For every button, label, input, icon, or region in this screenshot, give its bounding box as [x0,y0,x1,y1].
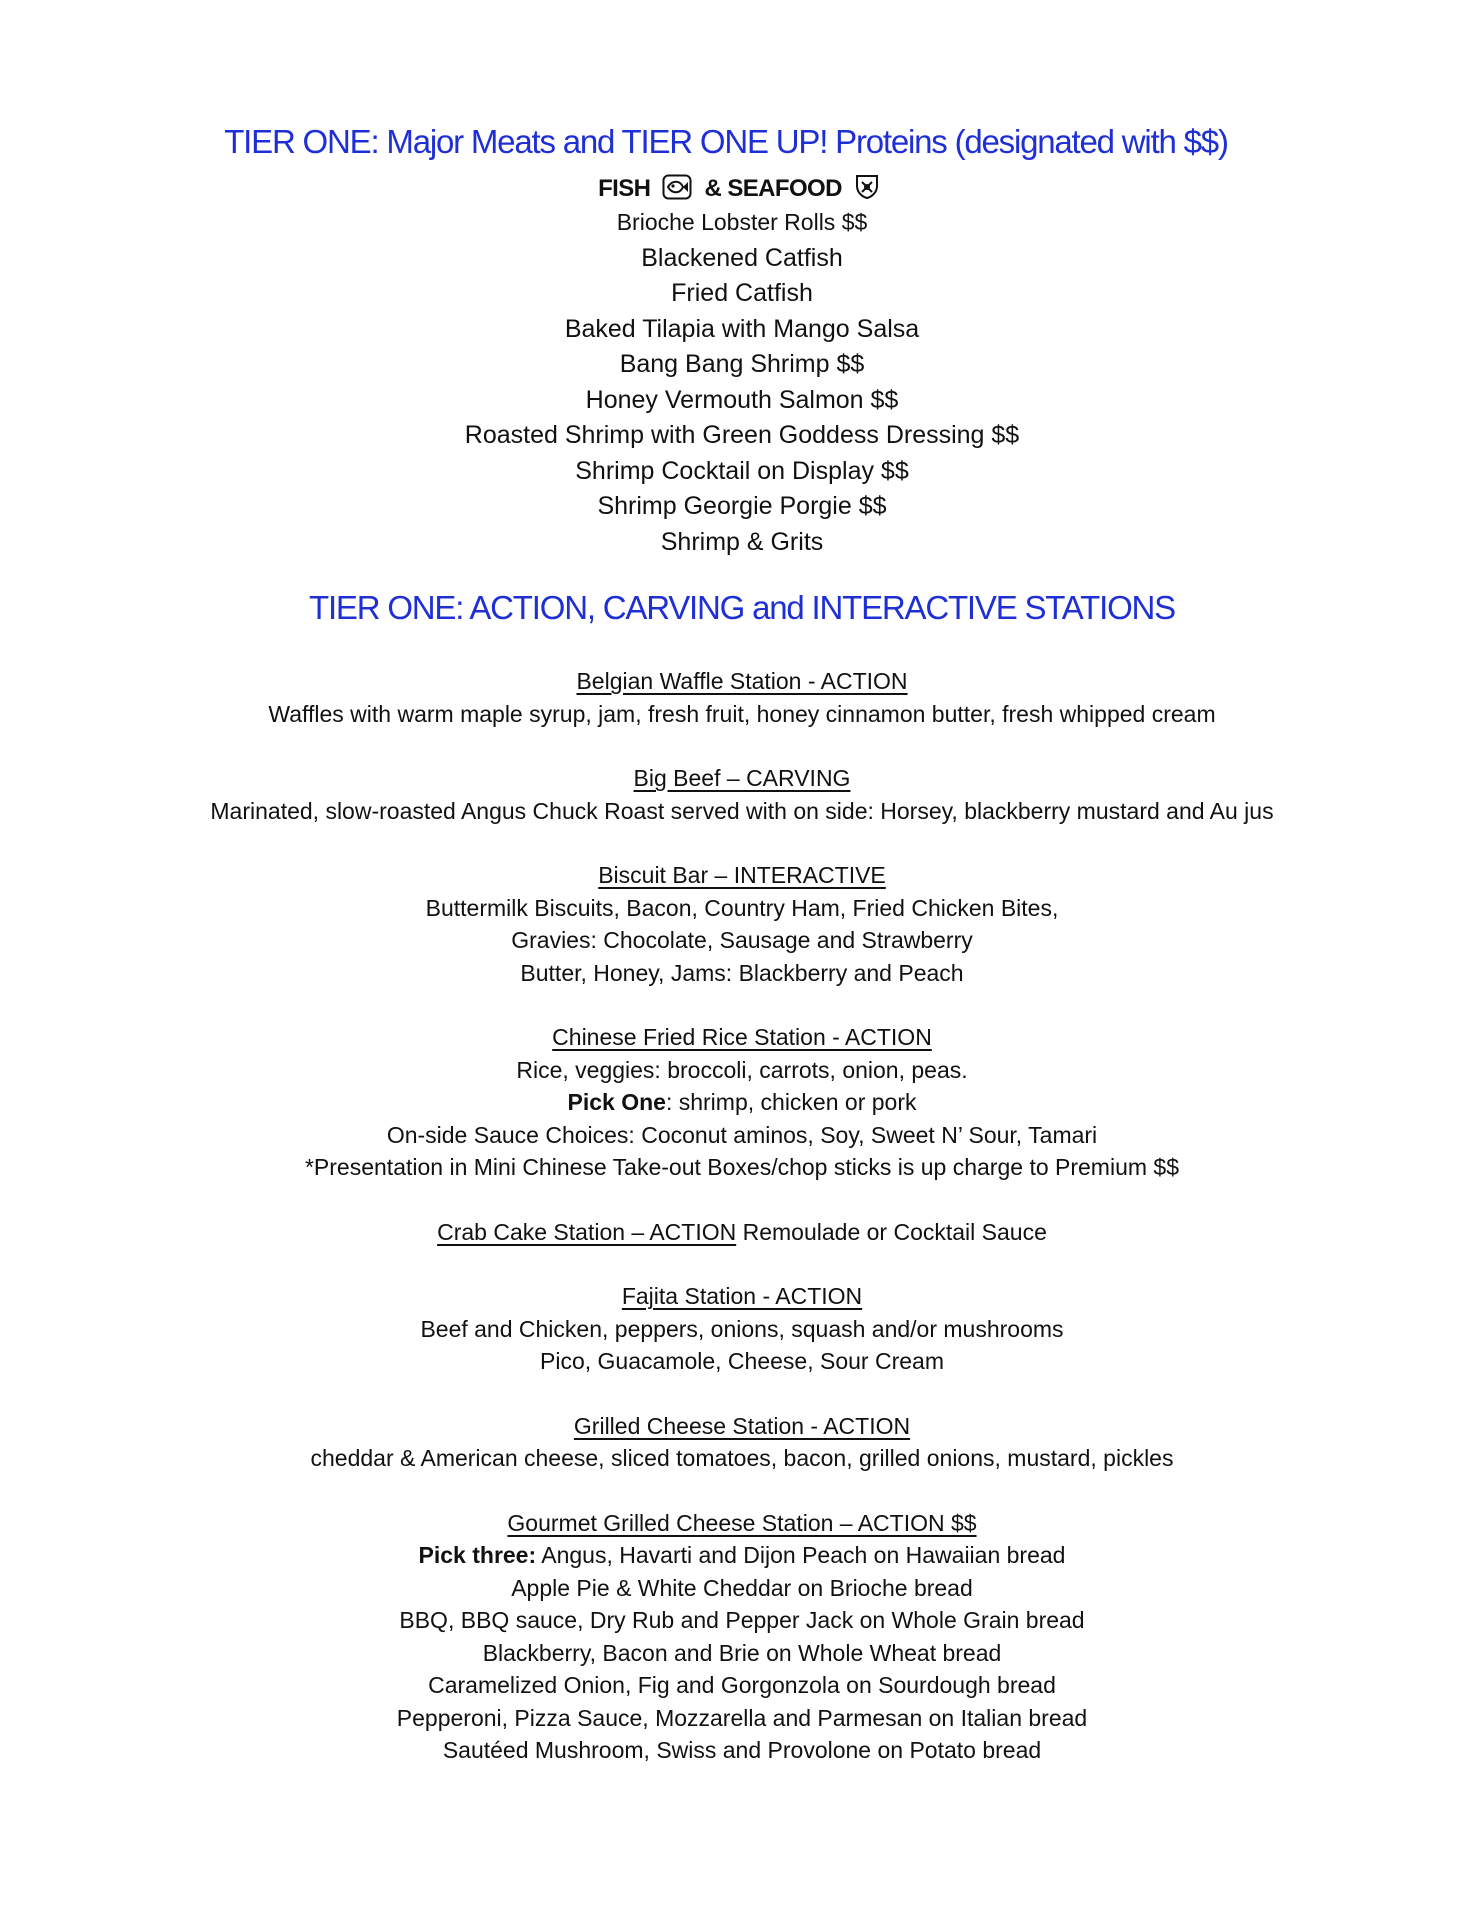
list-item: Brioche Lobster Rolls $$ [616,209,868,235]
station-description: Rice, veggies: broccoli, carrots, onion, peas. [516,1056,968,1083]
pick-label: Pick three: [418,1542,537,1568]
station-description: BBQ, BBQ sauce, Dry Rub and Pepper Jack on Whole Grain bread [399,1607,1085,1633]
station-description: Apple Pie & White Cheddar on Brioche bread [511,1574,973,1601]
station-pick-line [0,1086,1484,1119]
seafood-icon [854,172,880,209]
list-item: Blackened Catfish [641,243,843,272]
station-title: Biscuit Bar – INTERACTIVE [598,862,886,888]
station-note: *Presentation in Mini Chinese Take-out Boxes/chop sticks is up charge to Premium $$ [304,1154,1179,1180]
list-item: Shrimp Cocktail on Display $$ [575,456,909,485]
subheading-fish-seafood [0,172,1484,209]
station-title: Big Beef – CARVING [633,765,851,791]
heading-tier-one-stations: TIER ONE: ACTION, CARVING and INTERACTIVE STATIONS [309,589,1175,626]
station-description: Butter, Honey, Jams: Blackberry and Peach [520,959,964,986]
subheading-fish-label: FISH [598,175,651,202]
station-crab-cake [0,1216,1484,1249]
station-description: Buttermilk Biscuits, Bacon, Country Ham, Fried Chicken Bites, [425,894,1059,921]
pick-label: Pick One [567,1089,666,1115]
list-item: Shrimp Georgie Porgie $$ [597,492,887,520]
station-biscuit-bar [0,859,1484,989]
station-chinese-fried-rice [0,1021,1484,1184]
pick-text: : shrimp, chicken or pork [665,1089,917,1115]
heading-tier-one-proteins: TIER ONE: Major Meats and TIER ONE UP! Proteins (designated with $$) [224,123,1228,160]
station-description: On-side Sauce Choices: Coconut aminos, Soy, Sweet N’ Sour, Tamari [386,1121,1098,1148]
list-item: Shrimp & Grits [660,527,824,556]
list-item: Roasted Shrimp with Green Goddess Dressing $$ [464,421,1020,449]
subheading-seafood-label: & SEAFOOD [704,175,842,202]
station-belgian-waffle [0,665,1484,730]
station-description: Pico, Guacamole, Cheese, Sour Cream [540,1348,944,1374]
station-title: Belgian Waffle Station - ACTION [576,668,908,694]
station-description: Caramelized Onion, Fig and Gorgonzola on Sourdough bread [428,1672,1056,1698]
station-description: cheddar & American cheese, sliced tomatoes, bacon, grilled onions, mustard, pickles [310,1445,1174,1471]
station-title: Grilled Cheese Station - ACTION [573,1412,911,1439]
station-big-beef [0,762,1484,827]
list-item: Bang Bang Shrimp $$ [619,350,865,378]
station-description: Pepperoni, Pizza Sauce, Mozzarella and Parmesan on Italian bread [396,1704,1088,1731]
station-title: Fajita Station - ACTION [621,1283,863,1309]
station-description: Waffles with warm maple syrup, jam, fresh fruit, honey cinnamon butter, fresh whipped cream [268,700,1216,727]
station-description: Marinated, slow-roasted Angus Chuck Roast served with on side: Horsey, blackberry mustard and Au jus [210,797,1274,824]
fish-seafood-list [0,205,1484,560]
station-description: Beef and Chicken, peppers, onions, squash and/or mushrooms [420,1315,1064,1342]
station-description: Sautéed Mushroom, Swiss and Provolone on Potato bread [442,1737,1042,1763]
fish-icon [662,174,692,209]
station-grilled-cheese [0,1410,1484,1475]
station-title: Chinese Fried Rice Station - ACTION [552,1024,932,1050]
stations-list [0,665,1484,1799]
station-description: Gravies: Chocolate, Sausage and Strawberry [511,927,973,953]
station-title: Crab Cake Station – ACTION [437,1218,737,1245]
list-item: Fried Catfish [671,279,813,307]
station-title: Gourmet Grilled Cheese Station – ACTION $$ [507,1509,977,1536]
station-gourmet-grilled-cheese [0,1507,1484,1767]
station-description: Blackberry, Bacon and Brie on Whole Wheat bread [482,1639,1002,1666]
pick-text: Angus, Havarti and Dijon Peach on Hawaiian bread [536,1542,1066,1568]
station-pick-line [0,1539,1484,1572]
station-fajita [0,1280,1484,1378]
list-item: Honey Vermouth Salmon $$ [585,385,899,414]
station-description: Remoulade or Cocktail Sauce [736,1218,1047,1245]
list-item: Baked Tilapia with Mango Salsa [564,314,920,343]
